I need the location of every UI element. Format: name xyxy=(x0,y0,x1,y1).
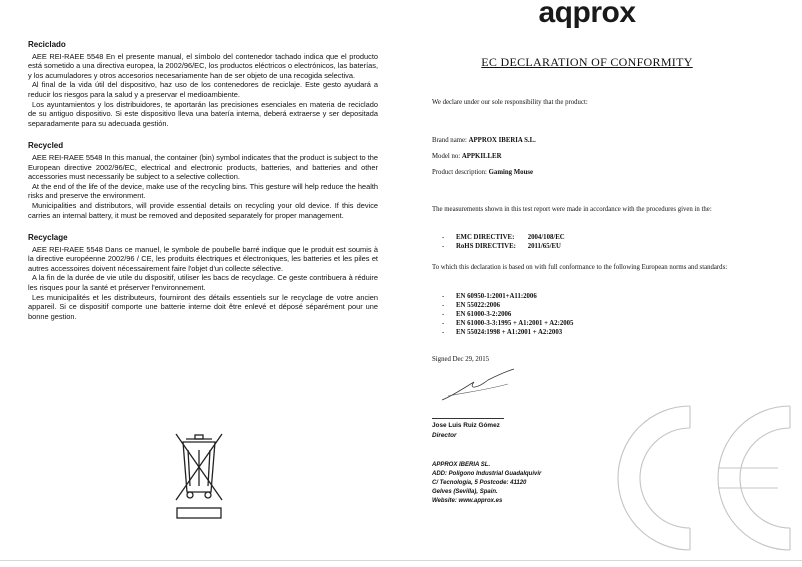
description-value: Gaming Mouse xyxy=(488,169,534,176)
company-name: APPROX IBERIA SL. xyxy=(432,462,491,468)
measurements-text: The measurements shown in this test report were made in accordance with the procedures given in the: xyxy=(432,206,712,213)
brand-line xyxy=(432,136,752,145)
company-address-3: Gelves (Sevilla), Spain. xyxy=(432,489,498,495)
declaration-title: EC DECLARATION OF CONFORMITY xyxy=(481,55,693,69)
declaration-intro: We declare under our sole responsibility that the product: xyxy=(432,99,588,106)
standard-item: - EN 60950-1:2001+A11:2006 xyxy=(442,292,762,301)
signer-role: Director xyxy=(432,432,457,439)
section-title-fr: Recyclage xyxy=(28,233,68,243)
signer-name: Jose Luis Ruiz Gómez xyxy=(432,422,500,429)
paragraph-fr-3: Les municipalités et les distributeurs, fourniront des détails essentiels sur le recyclage de votre ancien appareil. Si ce dispositif comporte une batterie interne doit être enlevé et déposé séparément pour une bonne gestion. xyxy=(28,292,378,321)
signed-date: Signed Dec 29, 2015 xyxy=(432,356,490,363)
directive-code: 2011/65/EU xyxy=(527,243,561,250)
standard-item: - EN 55024:1998 + A1:2001 + A2:2003 xyxy=(442,328,762,337)
bottom-divider xyxy=(0,560,802,561)
signature-icon xyxy=(438,366,518,406)
description-line xyxy=(432,168,752,177)
paragraph-fr-2: A la fin de la durée de vie utile du dispositif, utiliser les bacs de recyclage. Ce geste contribuera à réduire les risques pour la santé et préserver l'environnement. xyxy=(28,273,378,293)
standards-list xyxy=(432,292,762,337)
paragraph-es-2: Al final de la vida útil del dispositivo, haz uso de los contenedores de reciclaje. Este gesto ayudará a reducir los riesgos para la salud y a preservar el medioambiente. xyxy=(28,80,378,99)
directive-name: EMC DIRECTIVE: xyxy=(456,234,515,241)
aqprox-logo: aqprox xyxy=(538,0,636,29)
standard-item: - EN 61000-3-2:2006 xyxy=(442,310,762,319)
brand-label: Brand name: xyxy=(432,137,467,144)
section-es xyxy=(28,40,378,128)
company-address-2: C/ Tecnología, 5 Postcode: 41120 xyxy=(432,480,527,486)
ce-mark-icon xyxy=(608,394,796,562)
model-label: Model no: xyxy=(432,153,461,160)
directive-list xyxy=(432,233,762,251)
directive-item xyxy=(442,233,762,242)
standard-item: - EN 61000-3-3:1995 + A1:2001 + A2:2005 xyxy=(442,319,762,328)
paragraph-en-3: Municipalities and distributors, will provide essential details on recycling your old device. If this device carries an internal battery, it must be removed and deposited separately for proper management. xyxy=(28,200,378,220)
company-website: Website: www.approx.es xyxy=(432,498,503,504)
paragraph-en-2: At the end of the life of the device, make use of the recycling bins. This gesture will help reduce the health risks and preserve the environment. xyxy=(28,181,378,201)
signature-line xyxy=(432,418,504,419)
weee-bin-icon xyxy=(172,430,226,522)
section-title-es: Reciclado xyxy=(28,40,66,49)
model-value: APPKILLER xyxy=(461,153,502,160)
conformance-text: To which this declaration is based on with full conformance to the following European norms and standards: xyxy=(432,264,728,271)
standard-item: - EN 55022:2006 xyxy=(442,301,762,310)
paragraph-es-1: AEE REI-RAEE 5548 En el presente manual, el símbolo del contenedor tachado indica que el producto está sometido a una directiva europea, la 2002/96/EC, los productos eléctricos o electrónicos, las baterías, y los acumuladores y otros accesorios necesariamente han de ser objeto de una recogida selectiva. xyxy=(28,51,378,80)
section-title-en: Recycled xyxy=(28,141,64,151)
paragraph-es-3: Los ayuntamientos y los distribuidores, te aportarán las precisiones esenciales en materia de reciclado de su antiguo dispositivo. Si este dispositivo lleva una batería interna, deberá extraerse y ser depositada separadamente para su adecuada gestión. xyxy=(28,99,378,128)
directive-item xyxy=(442,242,762,251)
section-fr xyxy=(28,233,378,321)
description-label: Product description: xyxy=(432,169,487,176)
recycling-column xyxy=(28,40,378,334)
paragraph-en-1: AEE REI-RAEE 5548 In this manual, the container (bin) symbol indicates that the product is subject to the European directive 2002/96/EC, electrical and electronic products, batteries, and batteries and other accessories must necessarily be subject to a selective collection. xyxy=(28,152,378,182)
model-line xyxy=(432,152,752,161)
section-en xyxy=(28,141,378,220)
paragraph-fr-1: AEE REI-RAEE 5548 Dans ce manuel, le symbole de poubelle barré indique que le produit est soumis à la directive européenne 2002/96 / CE, les produits électriques et électroniques, les batteries et les piles et autres accessoires doivent nécessairement faire l'objet d'un collecte sélective. xyxy=(28,244,378,273)
company-address-1: ADD: Polígono Industrial Guadalquivir xyxy=(432,471,542,477)
directive-code: 2004/108/EC xyxy=(527,234,565,241)
directive-name: RoHS DIRECTIVE: xyxy=(456,243,516,250)
brand-value: APPROX IBERIA S.L. xyxy=(468,137,536,144)
